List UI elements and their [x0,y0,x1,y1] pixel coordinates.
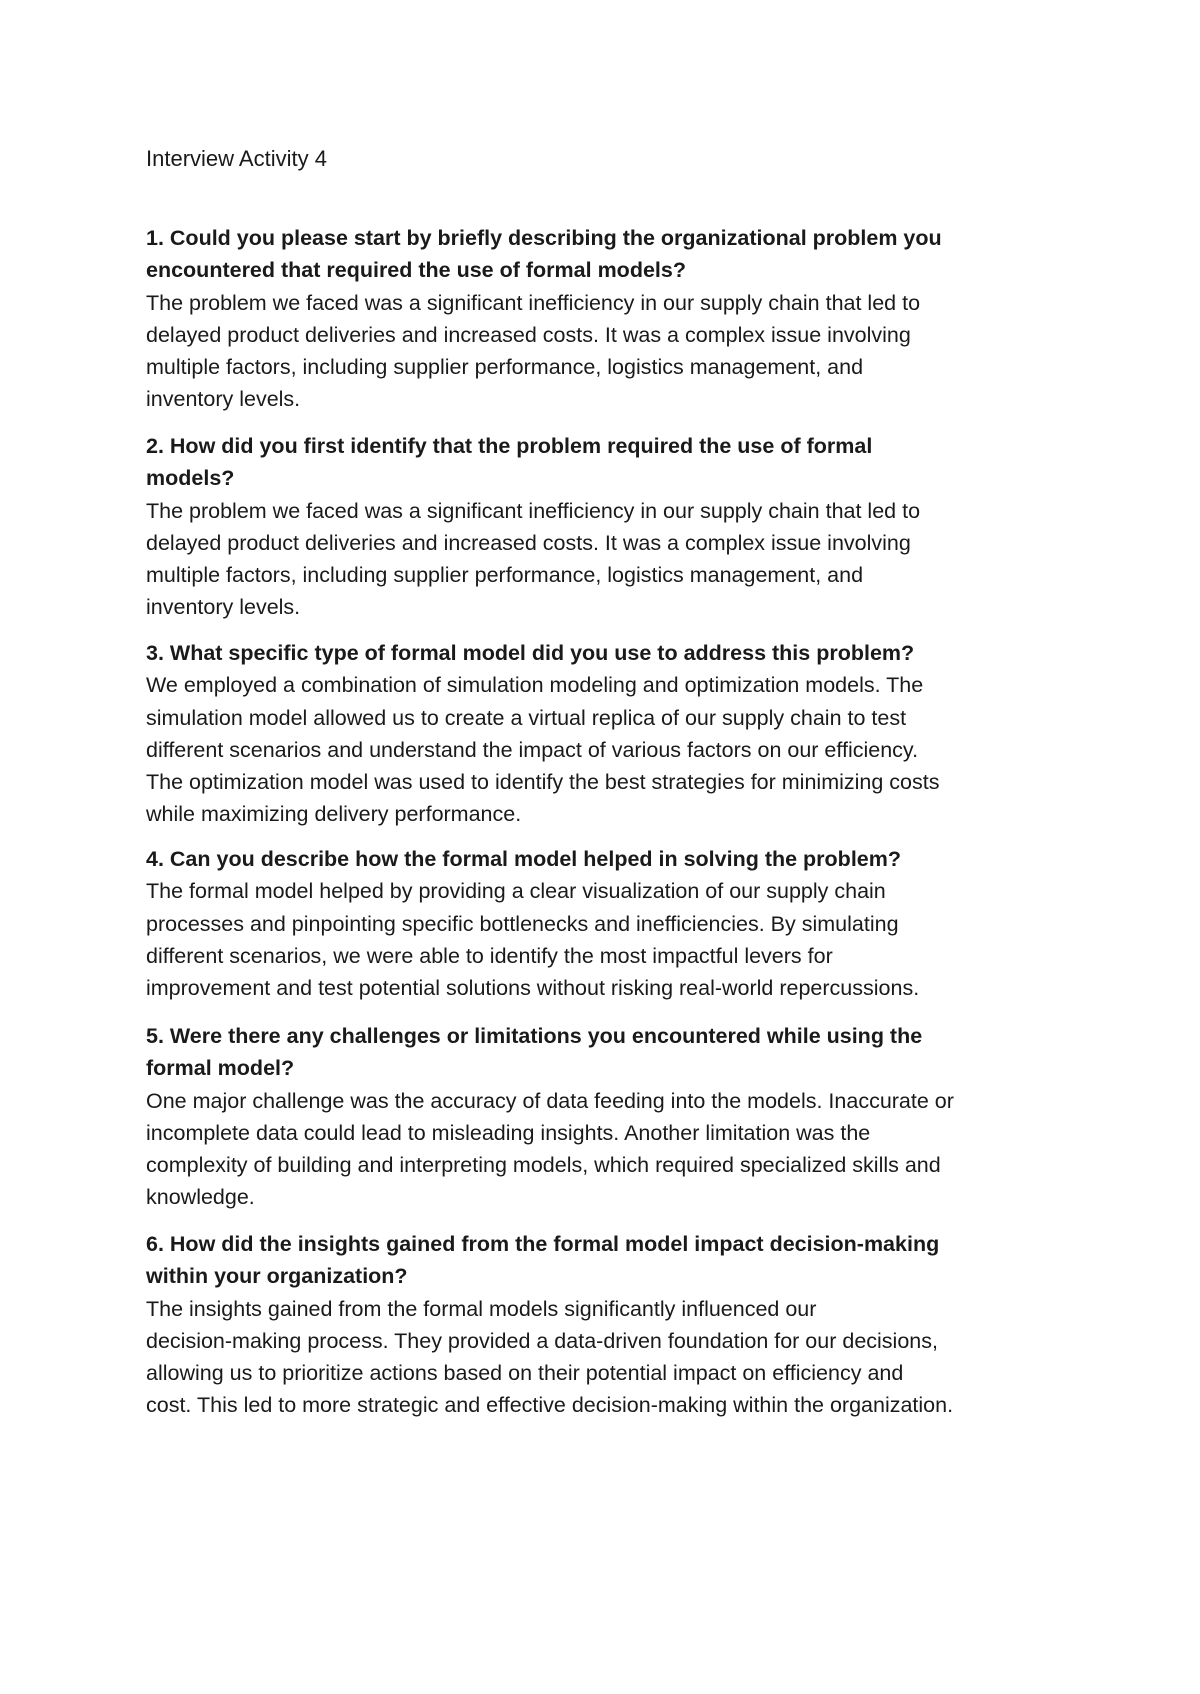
document-title: Interview Activity 4 [146,146,327,171]
question-line: 5. Were there any challenges or limitations you encountered while using the [146,1024,923,1048]
question-line: 3. What specific type of formal model did you use to address this problem? [146,641,915,665]
question-line: 1. Could you please start by briefly describing the organizational problem you [146,226,942,250]
answer-line: processes and pinpointing specific bottlenecks and inefficiencies. By simulating [146,911,899,936]
qa-item [146,1228,1076,1422]
answer-line: delayed product deliveries and increased costs. It was a complex issue involving [146,530,911,555]
answer-line: knowledge. [146,1185,255,1210]
answer-line: The problem we faced was a significant inefficiency in our supply chain that led to [146,498,921,523]
document-page [146,0,1076,1694]
answer-text [146,1293,1076,1422]
answer-line: different scenarios, we were able to identify the most impactful levers for [146,943,833,968]
answer-line: while maximizing delivery performance. [146,802,522,827]
qa-item [146,222,1076,416]
qa-item [146,1020,1076,1214]
qa-item [146,637,1076,831]
question-line: 2. How did you first identify that the problem required the use of formal [146,434,873,458]
question-text [146,1020,1076,1085]
answer-line: inventory levels. [146,387,301,412]
question-text [146,430,1076,495]
question-text [146,222,1076,287]
answer-line: different scenarios and understand the impact of various factors on our efficiency. [146,737,919,762]
question-text [146,843,1076,875]
question-line: 6. How did the insights gained from the formal model impact decision-making [146,1232,940,1256]
answer-line: complexity of building and interpreting models, which required specialized skills and [146,1153,941,1178]
answer-line: multiple factors, including supplier performance, logistics management, and [146,563,864,588]
question-line: within your organization? [146,1264,408,1289]
answer-line: incomplete data could lead to misleading insights. Another limitation was the [146,1120,871,1145]
answer-text [146,1085,1076,1214]
question-text [146,637,1076,669]
answer-text [146,287,1076,416]
answer-line: One major challenge was the accuracy of data feeding into the models. Inaccurate or [146,1088,954,1113]
answer-line: cost. This led to more strategic and effective decision-making within the organization. [146,1393,954,1418]
answer-line: allowing us to prioritize actions based on their potential impact on efficiency and [146,1361,904,1386]
answer-line: simulation model allowed us to create a virtual replica of our supply chain to test [146,705,907,730]
qa-item [146,430,1076,624]
answer-line: The formal model helped by providing a clear visualization of our supply chain [146,879,886,904]
question-line: formal model? [146,1056,295,1081]
question-line: encountered that required the use of formal models? [146,258,686,283]
answer-line: The insights gained from the formal models significantly influenced our [146,1296,817,1321]
answer-line: inventory levels. [146,595,301,620]
answer-line: multiple factors, including supplier performance, logistics management, and [146,355,864,380]
qa-item [146,843,1076,1004]
answer-text [146,669,1076,830]
answer-line: The problem we faced was a significant inefficiency in our supply chain that led to [146,290,921,315]
question-line: models? [146,466,235,491]
question-text [146,1228,1076,1293]
answer-line: delayed product deliveries and increased costs. It was a complex issue involving [146,322,911,347]
answer-line: We employed a combination of simulation modeling and optimization models. The [146,673,924,698]
answer-text [146,875,1076,1004]
answer-line: The optimization model was used to identify the best strategies for minimizing costs [146,770,940,795]
question-line: 4. Can you describe how the formal model helped in solving the problem? [146,847,901,871]
answer-line: improvement and test potential solutions without risking real-world repercussions. [146,976,920,1001]
answer-text [146,495,1076,624]
answer-line: decision-making process. They provided a data-driven foundation for our decisions, [146,1328,938,1353]
